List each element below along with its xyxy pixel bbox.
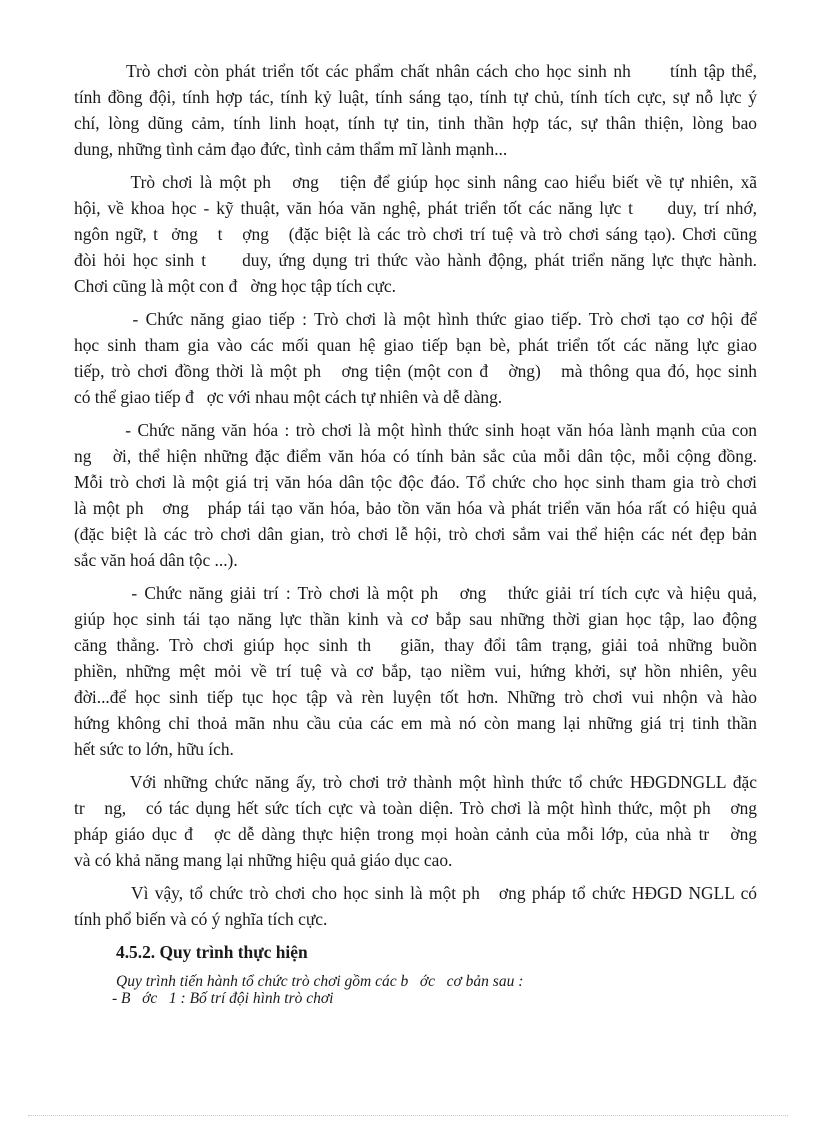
text-line: và có khả năng mang lại những hiệu quả giáo dục cao. — [74, 850, 453, 870]
text-line: - Chức năng giao tiếp : Trò chơi là một hình thức giao tiếp. Trò chơi tạo cơ hội để — [74, 309, 757, 329]
text-line: ng ời, thể hiện những đặc điểm văn hóa có tính bản sắc của mỗi dân tộc, mỗi cộng đồng. — [74, 446, 757, 466]
text-line: (đặc biệt là các trò chơi dân gian, trò chơi lễ hội, trò chơi sắm vai thể hiện các nét đẹp bản — [74, 524, 757, 544]
text-line: hội, về khoa học - kỹ thuật, văn hóa văn nghệ, phát triển tốt các năng lực t duy, trí nhớ, — [74, 198, 757, 218]
text-line: tr ng, có tác dụng hết sức tích cực và toàn diện. Trò chơi là một hình thức, một ph ơng — [74, 798, 757, 818]
text-line: chí, lòng dũng cảm, tính linh hoạt, tính tự tin, tinh thần hợp tác, sự thân thiện, lòng bao — [74, 113, 757, 133]
text-line: sắc văn hoá dân tộc ...). — [74, 550, 238, 570]
text-line: hứng không chỉ thoả mãn nhu cầu của các em mà nó còn mang lại những giá trị tinh thần — [74, 713, 757, 733]
paragraph-entertainment — [74, 580, 757, 762]
text-line: học sinh tham gia vào các mối quan hệ giao tiếp bạn bè, phát triển tốt các năng lực giao — [74, 335, 757, 355]
paragraph-communication — [74, 306, 757, 410]
text-line: Chơi cũng là một con đ ờng học tập tích cực. — [74, 276, 396, 296]
paragraph-cognitive — [74, 169, 757, 299]
text-line: - Chức năng giải trí : Trò chơi là một ph ơng thức giải trí tích cực và hiệu quả, — [74, 583, 757, 603]
procedure-step-1: - B ớc 1 : Bố trí đội hình trò chơi — [112, 990, 334, 1007]
text-line: pháp giáo dục đ ợc dễ dàng thực hiện trong mọi hoàn cảnh của mỗi lớp, của nhà tr ờng — [74, 824, 757, 844]
text-line: đời...để học sinh tiếp tục học tập và rèn luyện tốt hơn. Những trò chơi vui nhộn và hào — [74, 687, 757, 707]
text-line: - Chức năng văn hóa : trò chơi là một hình thức sinh hoạt văn hóa lành mạnh của con — [74, 420, 757, 440]
paragraph-culture — [74, 417, 757, 573]
text-line: có thể giao tiếp đ ợc với nhau một cách tự nhiên và dễ dàng. — [74, 387, 503, 407]
text-line: là một ph ơng pháp tái tạo văn hóa, bảo tồn văn hóa và phát triển văn hóa rất có hiệu quả — [74, 498, 757, 518]
text-line: Mỗi trò chơi là một giá trị văn hóa dân tộc độc đáo. Tổ chức cho học sinh tham gia trò chơi — [74, 472, 757, 492]
paragraph-conclusion — [74, 880, 757, 932]
text-line: Với những chức năng ấy, trò chơi trở thành một hình thức tổ chức HĐGDNGLL đặc — [74, 772, 757, 792]
text-line: Vì vậy, tổ chức trò chơi cho học sinh là một ph ơng pháp tổ chức HĐGD NGLL có — [74, 883, 757, 903]
text-line: tiếp, trò chơi đồng thời là một ph ơng tiện (một con đ ờng) mà thông qua đó, học sinh — [74, 361, 757, 381]
text-line: tính đồng đội, tính hợp tác, tính kỷ luật, tính sáng tạo, tính tự chủ, tính tích cực, sự nỗ lực ý — [74, 87, 757, 107]
text-line: Trò chơi còn phát triển tốt các phẩm chất nhân cách cho học sinh nh tính tập thể, — [74, 61, 757, 81]
text-line: hết sức to lớn, hữu ích. — [74, 739, 234, 759]
paragraph-personality — [74, 58, 757, 162]
text-line: Trò chơi là một ph ơng tiện để giúp học sinh nâng cao hiểu biết về tự nhiên, xã — [74, 172, 757, 192]
paragraph-functions-summary — [74, 769, 757, 873]
text-line: giúp học sinh tái tạo năng lực thần kinh và cơ bắp sau những thời gian học tập, lao động — [74, 609, 757, 629]
page-bottom-divider — [28, 1115, 788, 1116]
section-heading: 4.5.2. Quy trình thực hiện — [116, 942, 308, 962]
procedure-intro: Quy trình tiến hành tổ chức trò chơi gồm các b ớc cơ bản sau : — [116, 973, 524, 990]
text-line: đòi hỏi học sinh t duy, ứng dụng tri thức vào hành động, phát triển năng lực thực hành. — [74, 250, 757, 270]
text-line: dung, những tình cảm đạo đức, tình cảm thẩm mĩ lành mạnh... — [74, 139, 508, 159]
text-line: phiền, những mệt mỏi về trí tuệ và cơ bắp, tạo niềm vui, hứng khởi, sự hồn nhiên, yêu — [74, 661, 757, 681]
text-line: căng thẳng. Trò chơi giúp học sinh th giãn, thay đổi tâm trạng, giải toả những buồn — [74, 635, 757, 655]
text-line: tính phổ biến và có ý nghĩa tích cực. — [74, 909, 328, 929]
text-line: ngôn ngữ, t ởng t ợng (đặc biệt là các trò chơi trí tuệ và trò chơi sáng tạo). Chơi cũng — [74, 224, 757, 244]
document-body — [74, 58, 757, 1007]
